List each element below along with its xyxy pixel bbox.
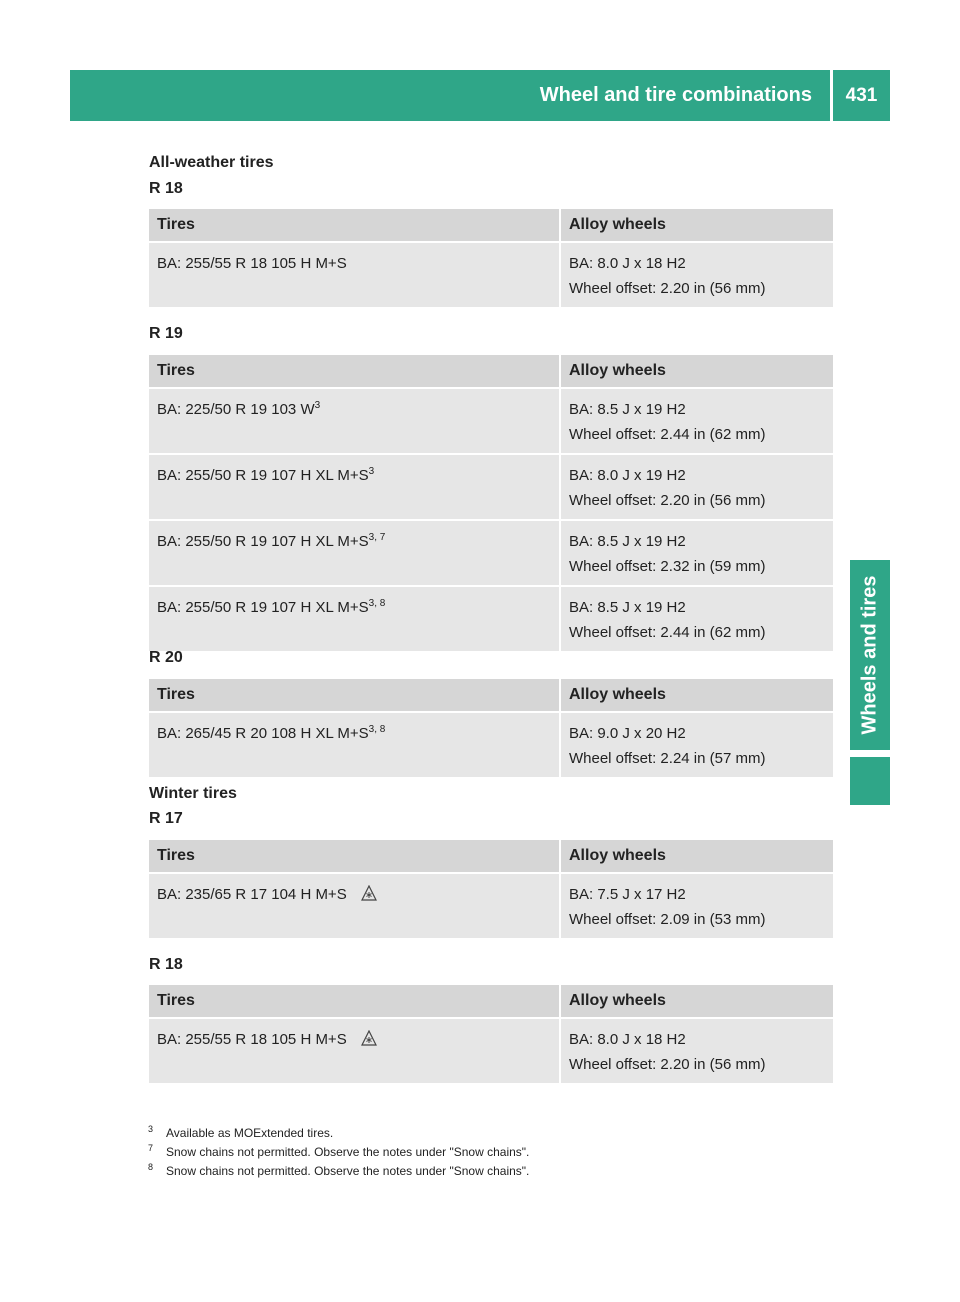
table-row: [149, 712, 833, 778]
side-tab: [850, 560, 890, 750]
col-header-alloy: Alloy wheels: [560, 209, 833, 242]
wheel-cell: BA: 7.5 J x 17 H2 Wheel offset: 2.09 in (53 mm): [560, 873, 833, 939]
footnote-ref: 3, 8: [368, 598, 386, 609]
tire-cell: BA: 235/65 R 17 104 H M+S: [149, 873, 560, 939]
tire-table-r18-all-weather: [149, 209, 833, 309]
table-heading: R 17: [149, 810, 183, 827]
footnote-ref: 3: [368, 466, 375, 477]
table-row: [149, 242, 833, 308]
table-row: [149, 873, 833, 939]
table-heading: R 20: [149, 649, 183, 666]
footnote: 3 Available as MOExtended tires.: [148, 1124, 334, 1140]
tire-cell: BA: 255/55 R 18 105 H M+S: [149, 1018, 560, 1084]
tire-table-r18-winter: [149, 985, 833, 1085]
col-header-tires: Tires: [149, 355, 560, 388]
col-header-alloy: Alloy wheels: [560, 985, 833, 1018]
table-row: [149, 454, 833, 520]
table-row: [149, 520, 833, 586]
tire-cell: BA: 255/50 R 19 107 H XL $M+S^3$: [149, 454, 560, 520]
side-tab-label: Wheels and tires: [858, 575, 881, 735]
tire-table-r17-winter: [149, 840, 833, 940]
tire-cell: BA: 255/50 R 19 107 H XL $M+S^{3, 7}$: [149, 520, 560, 586]
footnotes: [149, 1124, 529, 1181]
table-heading: R 18: [149, 180, 183, 197]
page-title: Wheel and tire combinations: [539, 84, 812, 106]
wheel-cell: BA: 8.0 J x 18 H2 Wheel offset: 2.20 in (56 mm): [560, 1018, 833, 1084]
footnote-ref: 3: [314, 400, 321, 411]
tire-cell: BA: 255/50 R 19 107 H XL $M+S^{3, 8}$: [149, 586, 560, 652]
footnote-ref: 3, 7: [368, 532, 386, 543]
tire-table-r20: [149, 679, 833, 779]
section-heading-winter: Winter tires: [149, 785, 237, 802]
col-header-alloy: Alloy wheels: [560, 355, 833, 388]
tire-table-r19: [149, 355, 833, 653]
section-heading-all-weather: All-weather tires: [149, 154, 274, 171]
header-bar: [70, 70, 890, 121]
table-row: [149, 586, 833, 652]
col-header-tires: Tires: [149, 985, 560, 1018]
table-heading: R 18: [149, 956, 183, 973]
wheel-cell: BA: 8.0 J x 18 H2 Wheel offset: 2.20 in (56 mm): [560, 242, 833, 308]
snowflake-mountain-icon: [361, 1030, 377, 1046]
tire-cell: BA: 265/45 R 20 108 H XL $M+S^{3, 8}$: [149, 712, 560, 778]
col-header-tires: Tires: [149, 679, 560, 712]
col-header-tires: Tires: [149, 209, 560, 242]
col-header-alloy: Alloy wheels: [560, 679, 833, 712]
tire-cell: BA: 255/55 R 18 105 H M+S: [149, 242, 560, 308]
wheel-cell: BA: 8.5 J x 19 H2 Wheel offset: 2.44 in (62 mm): [560, 388, 833, 454]
wheel-cell: BA: 8.5 J x 19 H2 Wheel offset: 2.32 in (59 mm): [560, 520, 833, 586]
tire-cell: BA: 225/50 R 19 103 $W^3$: [149, 388, 560, 454]
col-header-tires: Tires: [149, 840, 560, 873]
wheel-cell: BA: 8.0 J x 19 H2 Wheel offset: 2.20 in (56 mm): [560, 454, 833, 520]
col-header-alloy: Alloy wheels: [560, 840, 833, 873]
page-number: 431: [845, 84, 878, 106]
table-heading: R 19: [149, 325, 183, 342]
wheel-cell: BA: 8.5 J x 19 H2 Wheel offset: 2.44 in (62 mm): [560, 586, 833, 652]
footnote-ref: 3, 8: [368, 724, 386, 735]
table-row: [149, 388, 833, 454]
table-row: [149, 1018, 833, 1084]
footnote: 7 Snow chains not permitted. Observe the notes under "Snow chains".: [148, 1143, 530, 1159]
snowflake-mountain-icon: [361, 885, 377, 901]
footnote: 8 Snow chains not permitted. Observe the notes under "Snow chains".: [148, 1162, 530, 1178]
wheel-cell: BA: 9.0 J x 20 H2 Wheel offset: 2.24 in (57 mm): [560, 712, 833, 778]
side-marker: [850, 757, 890, 805]
